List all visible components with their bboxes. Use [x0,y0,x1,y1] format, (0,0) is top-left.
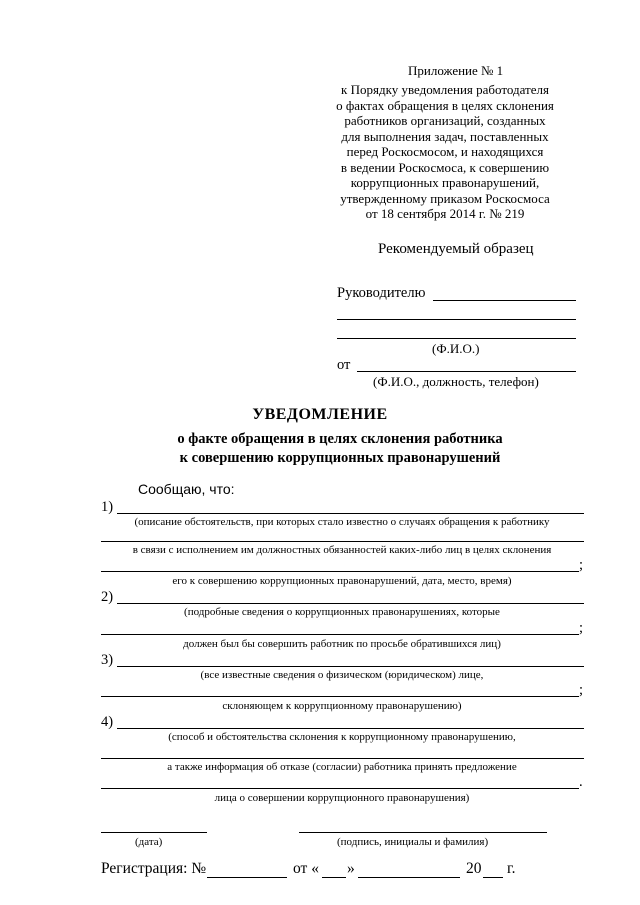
addressee-to-label: Руководителю [337,285,426,301]
item-caption: а также информация об отказе (согласии) работника принять предложение [167,761,517,773]
appendix-line: о фактах обращения в целях склонения [336,97,554,113]
appendix-line: перед Роскосмосом, и находящихся [346,144,544,159]
date-caption: (дата) [135,836,163,848]
registration-year-prefix: 20 [466,860,482,877]
item-fill-line [117,666,584,667]
item-end-mark: ; [579,620,584,636]
registration-year-line [483,877,503,878]
registration-close-quote: » [347,860,355,877]
appendix-line: в ведении Роскосмоса, к совершению [340,159,550,175]
item-caption: лица о совершении коррупционного правонарушения) [214,792,470,804]
appendix-text [320,82,570,222]
item-fill-line [101,696,579,697]
item-number: 1) [101,499,114,515]
item-fill-line [117,603,584,604]
addressee-line-3 [337,338,576,339]
item-caption: его к совершению коррупционных правонарушений, дата, место, время) [172,575,512,587]
addressee-from-line [357,371,576,372]
item-fill-line [117,728,584,729]
intro-text: Сообщаю, что: [138,481,235,497]
appendix-line: от 18 сентября 2014 г. № 219 [365,206,525,221]
item-end-mark: ; [579,682,584,698]
item-number: 4) [101,714,114,730]
appendix-line: к Порядку уведомления работодателя [341,82,549,97]
registration-day-line [322,877,346,878]
item-caption: должен был бы совершить работник по просьбе обратившихся лиц) [183,638,501,650]
sample-label: Рекомендуемый образец [378,241,534,257]
item-number: 3) [101,652,114,668]
item-end-mark: . [579,774,583,790]
item-caption: (описание обстоятельств, при которых стало известно о случаях обращения к работнику [134,516,550,528]
signature-caption: (подпись, инициалы и фамилия) [337,836,489,848]
item-end-mark: ; [579,557,584,573]
item-fill-line [101,541,584,542]
signature-line [299,832,547,833]
registration-month-line [358,877,460,878]
registration-label: Регистрация: № [101,860,207,877]
appendix-line: работников организаций, созданных [344,113,546,128]
item-caption: склоняющем к коррупционному правонарушению) [222,700,462,712]
item-caption: (все известные сведения о физическом (юридическом) лице, [200,669,484,681]
addressee-line-2 [337,319,576,320]
item-fill-line [101,788,579,789]
notice-subtitle-2: к совершению коррупционных правонарушений [179,450,501,466]
date-line [101,832,207,833]
addressee-to-line [433,300,576,301]
notice-title: УВЕДОМЛЕНИЕ [252,406,388,423]
appendix-line: утвержденному приказом Роскосмоса [340,190,550,206]
item-fill-line [117,513,584,514]
addressee-from-label: от [337,357,351,373]
item-caption: (способ и обстоятельства склонения к коррупционному правонарушению, [168,731,516,743]
item-fill-line [101,634,579,635]
appendix-line: коррупционных правонарушений, [350,175,540,190]
item-caption: в связи с исполнением им должностных обязанностей каких-либо лиц в целях склонения [132,544,552,556]
from-caption: (Ф.И.О., должность, телефон) [373,374,539,389]
registration-year-suffix: г. [507,860,516,877]
fio-caption: (Ф.И.О.) [432,341,480,356]
appendix-line: для выполнения задач, поставленных [341,128,549,144]
item-number: 2) [101,589,114,605]
registration-from: от « [293,860,319,877]
appendix-title: Приложение № 1 [408,63,504,78]
item-fill-line [101,758,584,759]
item-fill-line [101,571,579,572]
notice-subtitle-1: о факте обращения в целях склонения работника [177,431,503,447]
registration-number-line [207,877,287,878]
item-caption: (подробные сведения о коррупционных правонарушениях, которые [184,606,500,618]
